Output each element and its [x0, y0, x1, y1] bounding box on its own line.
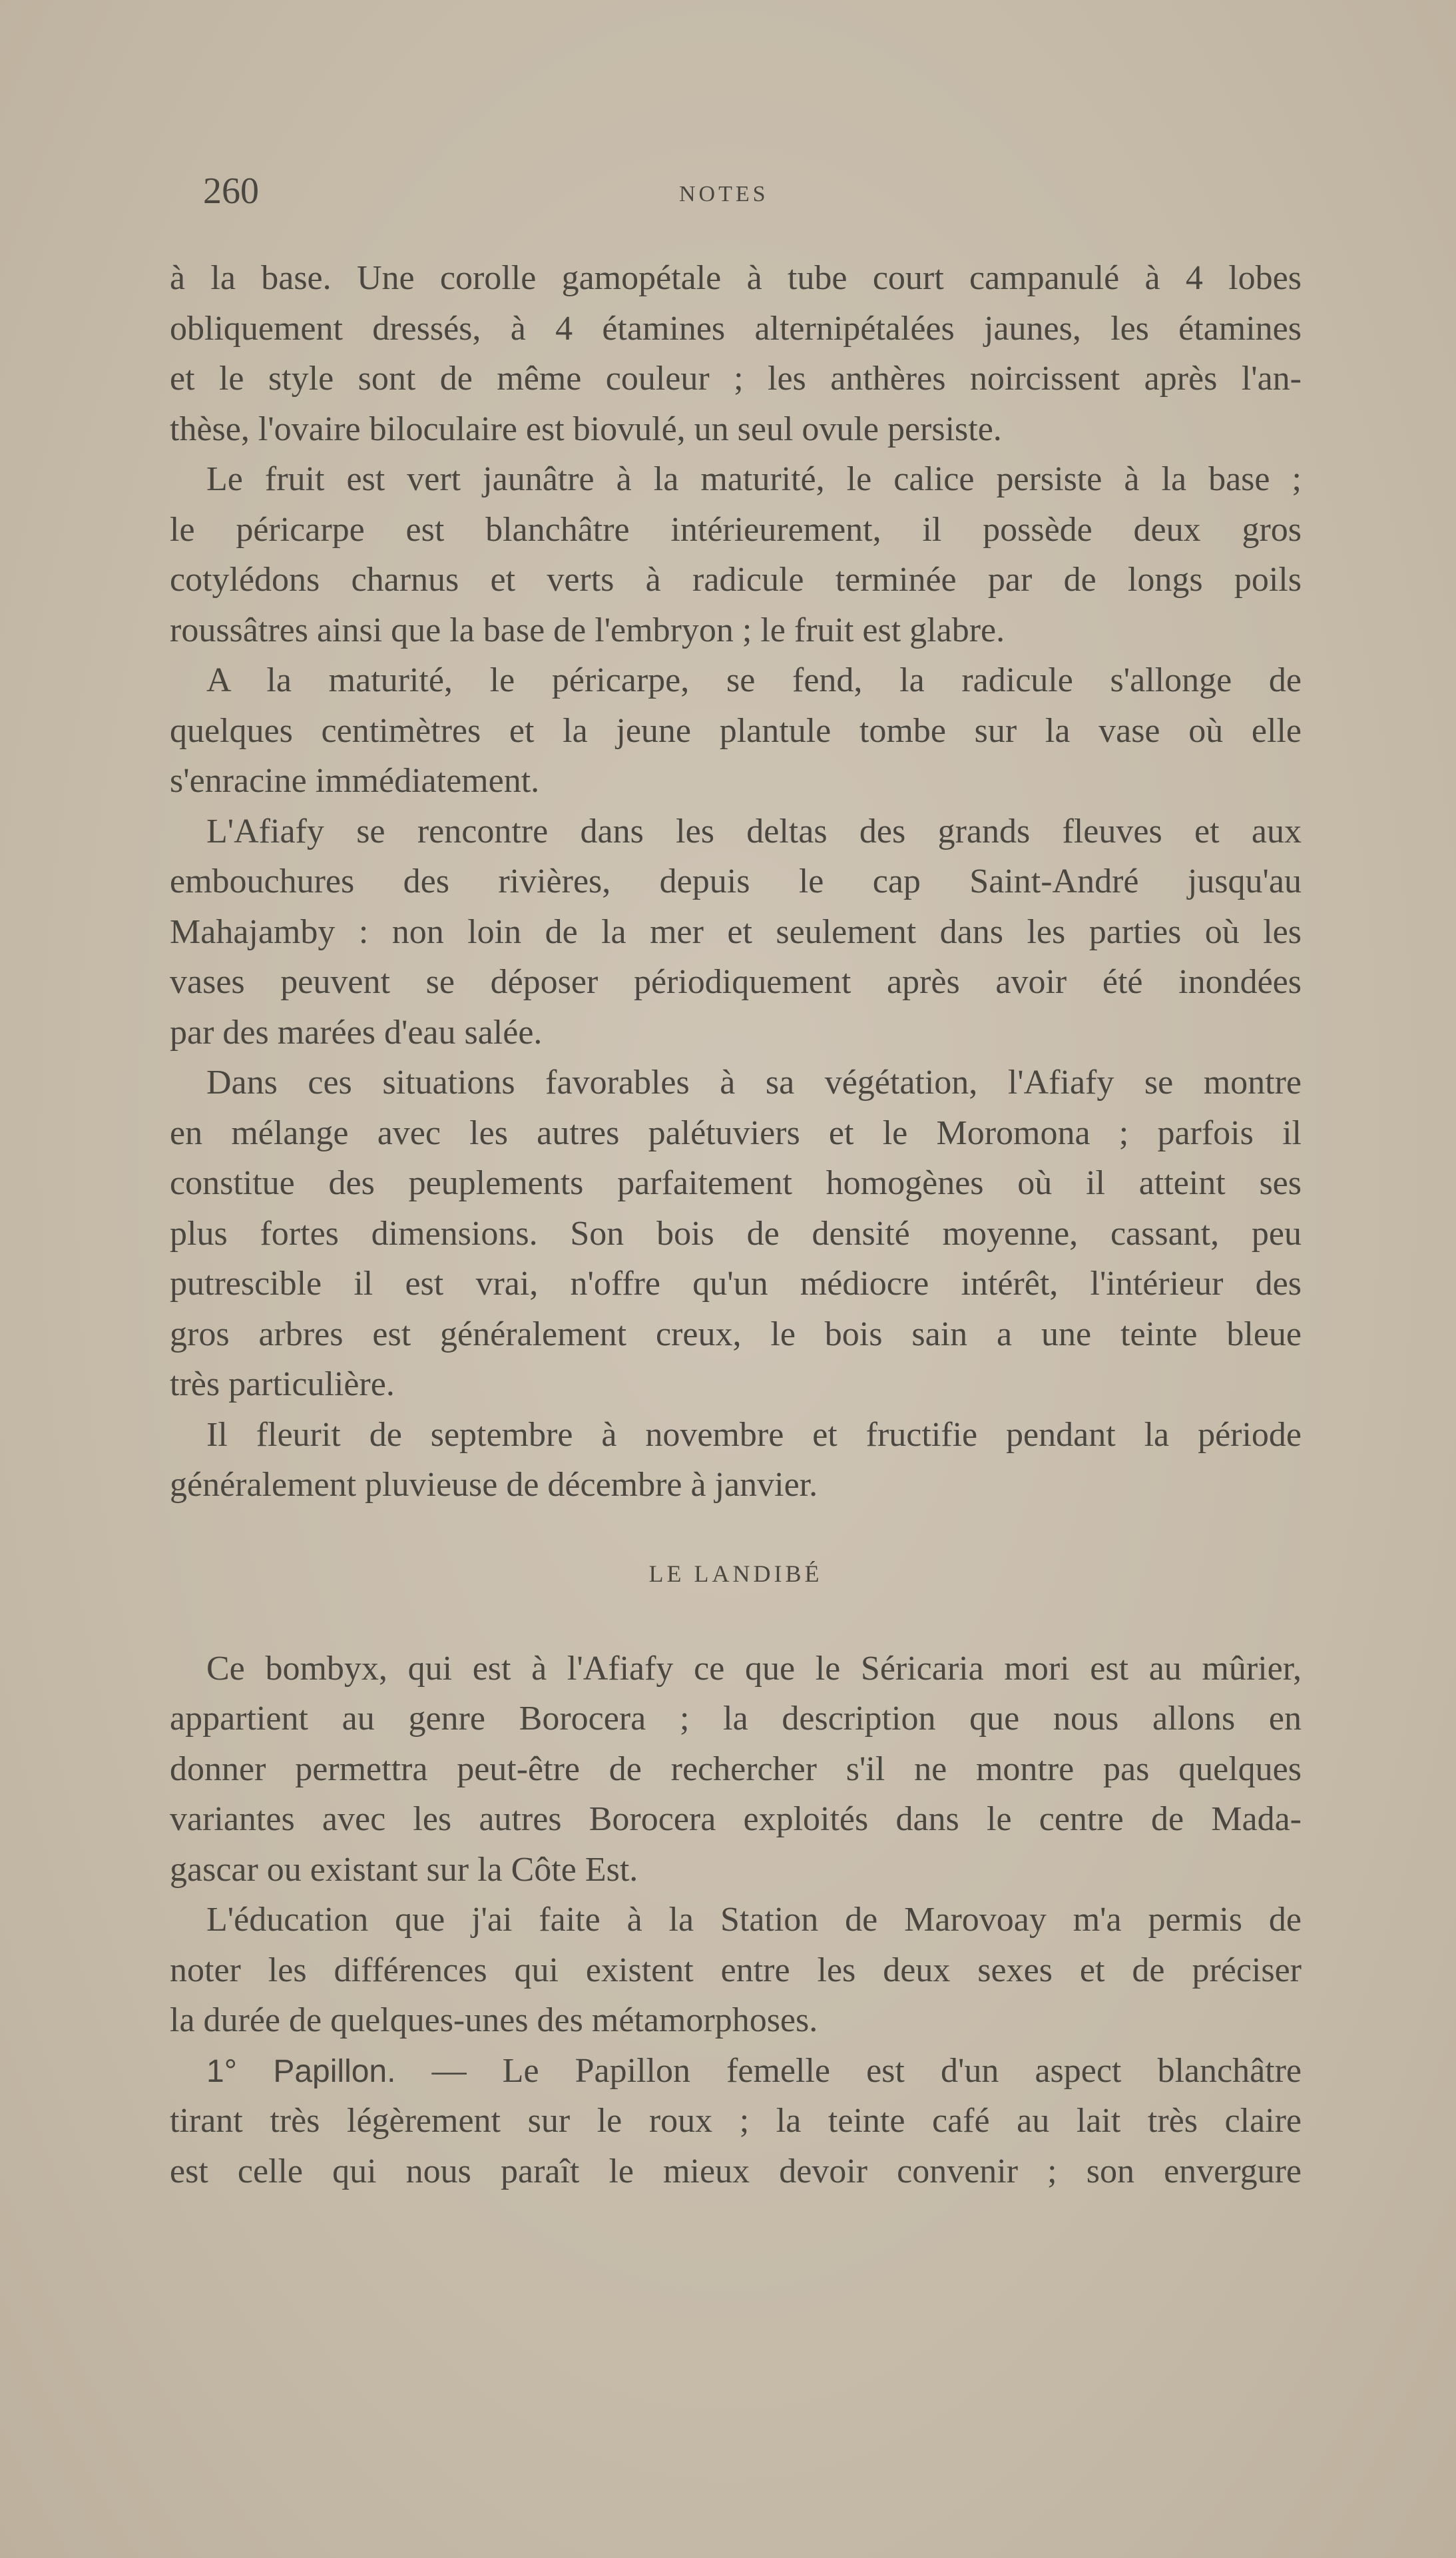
text-line: généralement pluvieuse de décembre à janvier. [170, 1466, 818, 1504]
papillon-rest: — Le Papillon femelle est d'un aspect blanchâtre [395, 2051, 1302, 2090]
text-line: putrescible il est vrai, n'offre qu'un médiocre intérêt, l'intérieur des [170, 1265, 1302, 1303]
papillon-paragraph-first-line [170, 2046, 1302, 2096]
text-line: cotylédons charnus et verts à radicule terminée par de longs poils [170, 561, 1302, 599]
text-line: Le fruit est vert jaunâtre à la maturité, le calice persiste à la base ; [206, 460, 1302, 498]
text-line: quelques centimètres et la jeune plantule tombe sur la vase où elle [170, 711, 1302, 750]
section-heading: LE LANDIBÉ [648, 1560, 823, 1587]
body-text [170, 253, 1302, 2196]
text-line: Dans ces situations favorables à sa végétation, l'Afiafy se montre [206, 1064, 1302, 1102]
text-line: et le style sont de même couleur ; les anthères noircissent après l'an- [170, 360, 1302, 398]
text-line: par des marées d'eau salée. [170, 1013, 543, 1052]
text-line: appartient au genre Borocera ; la description que nous allons en [170, 1700, 1302, 1738]
text-line: le péricarpe est blanchâtre intérieurement, il possède deux gros [170, 510, 1302, 549]
text-line: L'Afiafy se rencontre dans les deltas des grands fleuves et aux [206, 812, 1302, 850]
running-title: NOTES [679, 182, 769, 206]
text-line: gascar ou existant sur la Côte Est. [170, 1850, 638, 1889]
text-line: plus fortes dimensions. Son bois de densité moyenne, cassant, peu [170, 1214, 1302, 1253]
text-line: Mahajamby : non loin de la mer et seulement dans les parties où les [170, 912, 1302, 951]
text-line: A la maturité, le péricarpe, se fend, la radicule s'allonge de [206, 661, 1302, 699]
text-line: roussâtres ainsi que la base de l'embryon ; le fruit est glabre. [170, 611, 1005, 649]
running-head [0, 170, 1456, 223]
text-line: donner permettra peut-être de rechercher s'il ne montre pas quelques [170, 1750, 1302, 1788]
text-line: la durée de quelques-unes des métamorphoses. [170, 2001, 818, 2039]
text-line: est celle qui nous paraît le mieux devoir convenir ; son envergure [170, 2152, 1302, 2190]
text-line: gros arbres est généralement creux, le bois sain a une teinte bleue [170, 1315, 1302, 1353]
text-line: Ce bombyx, qui est à l'Afiafy ce que le Séricaria mori est au mûrier, [206, 1649, 1302, 1688]
text-line: très particulière. [170, 1365, 395, 1403]
text-line: en mélange avec les autres palétuviers et le Moromona ; parfois il [170, 1114, 1302, 1152]
text-line: obliquement dressés, à 4 étamines alternipétalées jaunes, les étamines [170, 309, 1302, 348]
text-line: L'éducation que j'ai faite à la Station de Marovoay m'a permis de [206, 1901, 1302, 1939]
text-line: à la base. Une corolle gamopétale à tube court campanulé à 4 lobes [170, 259, 1302, 297]
page-number: 260 [203, 170, 259, 212]
text-line: Il fleurit de septembre à novembre et fructifie pendant la période [206, 1415, 1302, 1454]
papillon-lead: 1° Papillon. [206, 2053, 396, 2089]
text-line: noter les différences qui existent entre les deux sexes et de préciser [170, 1951, 1302, 1989]
text-line: vases peuvent se déposer périodiquement après avoir été inondées [170, 963, 1302, 1001]
text-line: variantes avec les autres Borocera exploités dans le centre de Mada- [170, 1800, 1302, 1838]
text-line: s'enracine immédiatement. [170, 762, 540, 800]
text-line: thèse, l'ovaire biloculaire est biovulé, un seul ovule persiste. [170, 410, 1002, 448]
text-line: constitue des peuplements parfaitement homogènes où il atteint ses [170, 1164, 1302, 1202]
text-line: embouchures des rivières, depuis le cap Saint-André jusqu'au [170, 862, 1302, 900]
text-line: tirant très légèrement sur le roux ; la teinte café au lait très claire [170, 2102, 1302, 2140]
